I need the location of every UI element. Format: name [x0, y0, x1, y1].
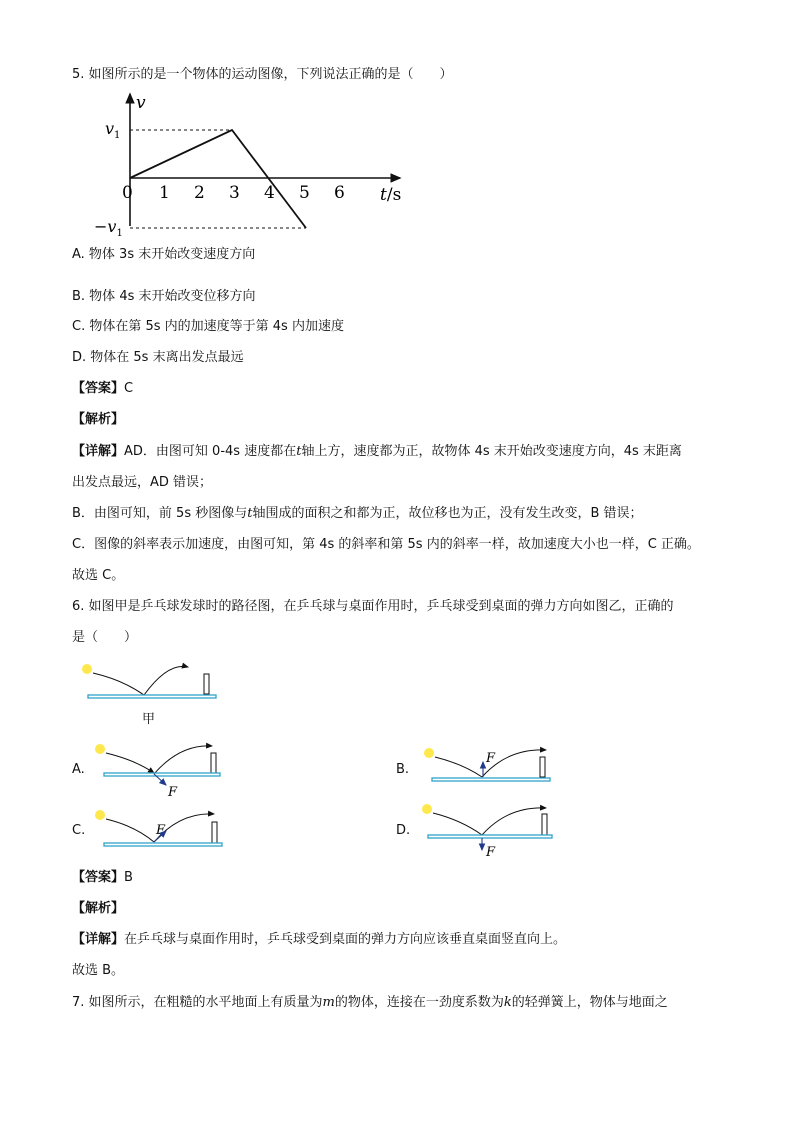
net-icon [542, 814, 547, 835]
q6-stem-line1: 6. 如图甲是乒乓球发球时的路径图，在乒乓球与桌面作用时，乒乓球受到桌面的弹力方向如图乙，正确的 [72, 599, 674, 614]
ball-icon [82, 664, 92, 674]
q5-detail-line4: C．图像的斜率表示加速度，由图可知，第 4s 的斜率和第 5s 内的斜率一样，故加速度大小也一样，C 正确。 [72, 537, 700, 552]
q5-detail-line1: 【详解】AD．由图可知 0-4s 速度都在t轴上方，速度都为正，故物体 4s 末开始改变速度方向，4s 末距离 [72, 444, 682, 459]
x-tick-label: 1 [159, 183, 170, 203]
table-surface [88, 695, 216, 698]
q5-detail-line3: B．由图可知，前 5s 秒图像与t轴围成的面积之和都为正，故位移也为正，没有发生改变，B 错误； [72, 506, 643, 521]
table-surface [432, 778, 550, 781]
q5-option-b: B. 物体 4s 末开始改变位移方向 [72, 289, 256, 304]
q5-answer: C [124, 381, 134, 396]
answer-tag: 【答案】 [72, 870, 125, 885]
q6-option-a-label: A. [72, 762, 85, 777]
x-tick-label: 2 [194, 183, 205, 203]
q6-analysis-tag: 【解析】 [72, 901, 125, 916]
neg-v1-label: $-v_1$ [94, 217, 123, 239]
q5-option-a: A. 物体 3s 末开始改变速度方向 [72, 247, 256, 262]
force-label: F [486, 751, 496, 766]
ball-icon [422, 804, 432, 814]
incoming-path [106, 753, 154, 773]
q6-conclusion: 故选 B。 [72, 963, 125, 978]
ball-icon [424, 748, 434, 758]
q6-answer-line [72, 869, 133, 887]
velocity-line [130, 130, 306, 228]
q5-vt-graph [94, 86, 420, 239]
q5-stem: 5. 如图所示的是一个物体的运动图像，下列说法正确的是（ ） [72, 67, 453, 82]
q5-option-d: D. 物体在 5s 末离出发点最远 [72, 350, 244, 365]
v1-label: $v_1$ [105, 119, 121, 141]
x-tick-label: 0 [122, 183, 133, 203]
q5-detail-line2: 出发点最远，AD 错误； [72, 475, 213, 490]
x-tick-labels [122, 183, 345, 203]
q6-option-c-label: C. [72, 823, 86, 838]
q7-stem: 7. 如图所示，在粗糙的水平地面上有质量为m的物体，连接在一劲度系数为k的轻弹簧上，物体与地面之 [72, 995, 668, 1010]
force-label: F [168, 785, 178, 800]
x-tick-label: 5 [299, 183, 310, 203]
outgoing-path [482, 808, 546, 835]
incoming-path [93, 673, 144, 695]
q6-detail: 【详解】在乒乓球与桌面作用时，乒乓球受到桌面的弹力方向应该垂直桌面竖直向上。 [72, 932, 567, 947]
detail-tag: 【详解】 [72, 444, 125, 459]
q5-answer-line [72, 380, 133, 398]
q6-option-a-figure [90, 740, 230, 800]
outgoing-path [144, 666, 188, 695]
y-axis-label: v [136, 93, 146, 113]
detail-tag: 【详解】 [72, 932, 125, 947]
table-surface [104, 843, 222, 846]
net-icon [212, 822, 217, 843]
x-axis-label: t/s [380, 185, 402, 205]
x-tick-label: 6 [334, 183, 345, 203]
ball-icon [95, 744, 105, 754]
q6-option-d-label: D. [396, 823, 411, 838]
table-surface [428, 835, 552, 838]
q6-stem-line2: 是（ ） [72, 630, 138, 645]
q5-conclusion: 故选 C。 [72, 568, 125, 583]
net-icon [211, 753, 216, 773]
outgoing-path [154, 746, 212, 774]
q6-answer: B [124, 870, 133, 885]
ball-icon [95, 810, 105, 820]
force-label: F [156, 823, 166, 838]
incoming-path [433, 813, 482, 835]
fig-jia-caption: 甲 [142, 712, 156, 727]
x-tick-label: 3 [229, 183, 240, 203]
force-label: F [486, 845, 496, 860]
net-icon [204, 674, 209, 694]
incoming-path [435, 757, 482, 777]
table-surface [104, 773, 220, 776]
fig-jia-path [78, 656, 223, 706]
q6-option-b-figure [418, 742, 558, 792]
incoming-path [106, 819, 154, 842]
net-icon [540, 757, 545, 777]
x-tick-label: 4 [264, 183, 275, 203]
q6-option-b-label: B. [396, 762, 410, 777]
q6-option-c-figure [90, 804, 230, 854]
q5-option-c: C. 物体在第 5s 内的加速度等于第 4s 内加速度 [72, 319, 344, 334]
q6-option-d-figure [416, 800, 561, 860]
q5-analysis-tag: 【解析】 [72, 412, 125, 427]
answer-tag: 【答案】 [72, 381, 125, 396]
